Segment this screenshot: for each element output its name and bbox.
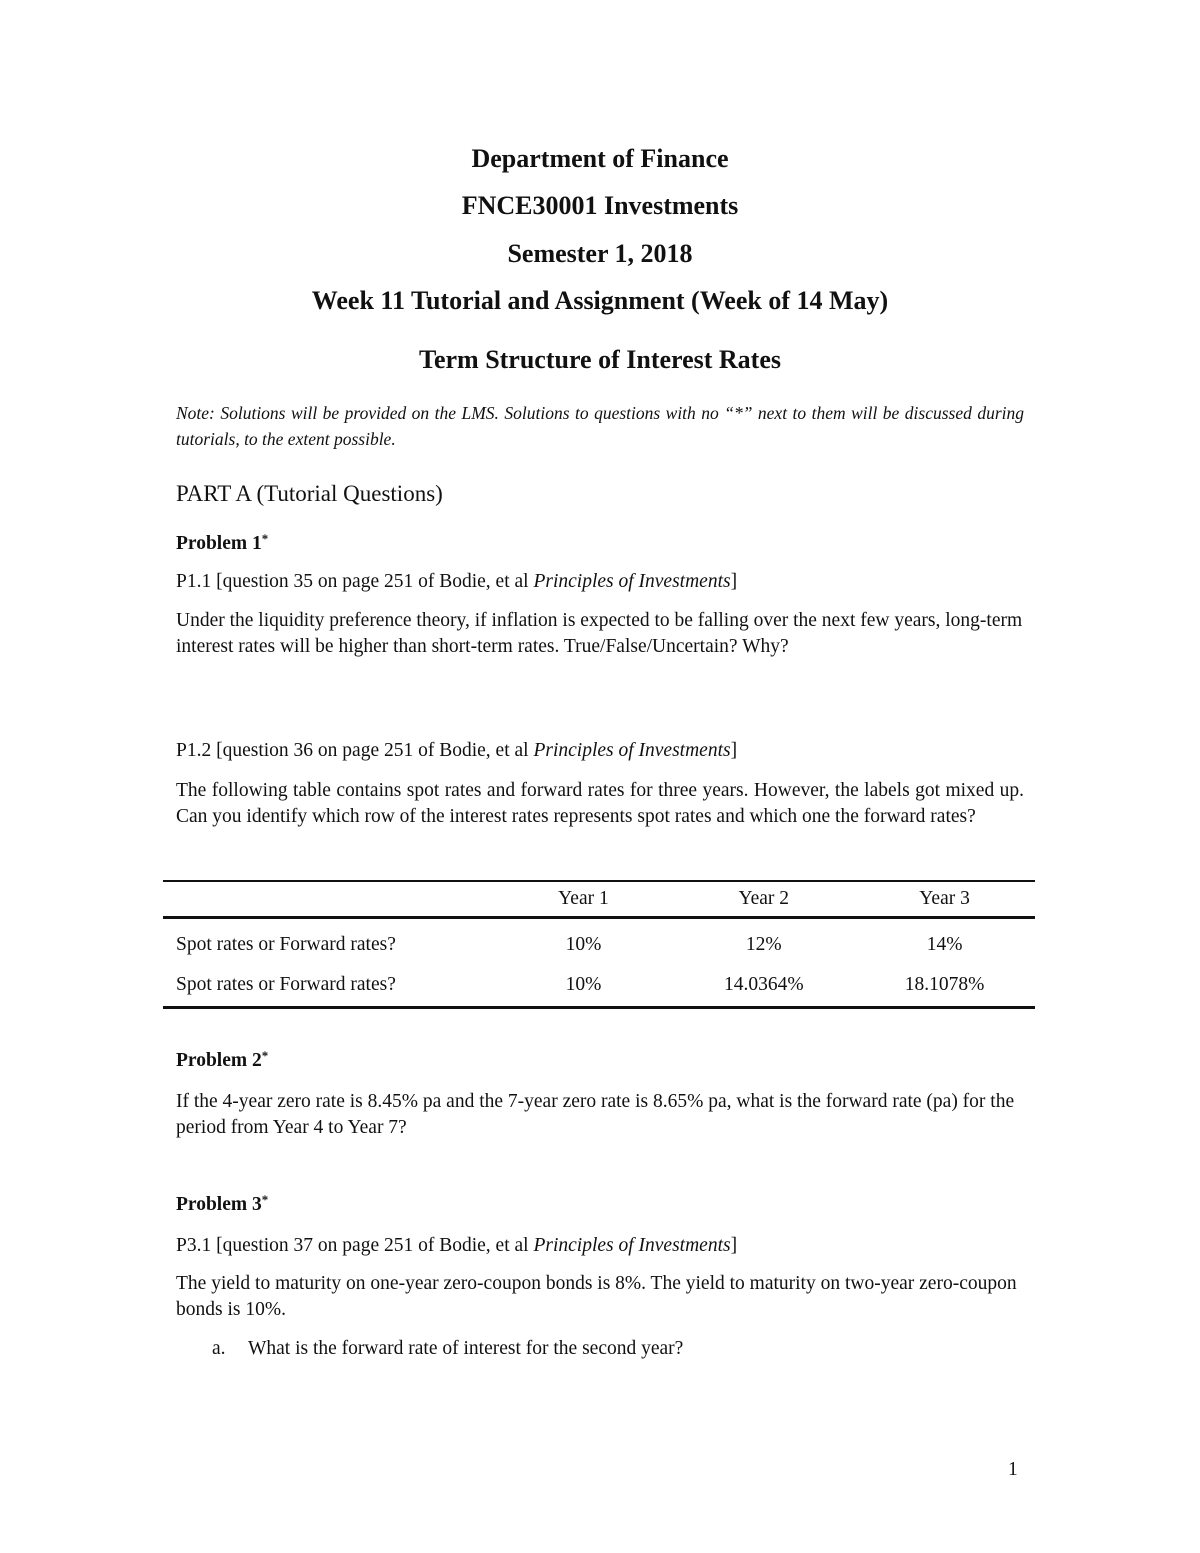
p1-1-reference-close: ] (730, 571, 738, 592)
table-cell: 12% (745, 934, 782, 955)
p1-2-book-title: Principles of Investments (533, 740, 731, 761)
problem-3-star: * (261, 1192, 269, 1207)
page-number: 1 (1008, 1459, 1018, 1480)
problem-1-heading (176, 531, 268, 557)
table-cell: 10% (494, 965, 674, 1007)
problem-1-star: * (261, 531, 269, 546)
table-header-blank (163, 881, 494, 918)
p1-1-book-title: Principles of Investments (533, 571, 731, 592)
table-header-year-3: Year 3 (854, 881, 1035, 918)
department-title: Department of Finance (471, 144, 729, 173)
table-cell-row-label: Spot rates or Forward rates? (176, 934, 396, 955)
table-header-year-1: Year 1 (494, 881, 674, 918)
solutions-note: Note: Solutions will be provided on the LMS. Solutions to questions with no “*” next to them will be discussed during tutorials, to the extent possible. (176, 403, 1024, 449)
table-header-year-2: Year 2 (673, 881, 854, 918)
p3-1-reference (176, 1233, 1024, 1259)
part-a-heading: PART A (Tutorial Questions) (176, 481, 443, 506)
p1-2-reference-close: ] (730, 740, 738, 761)
table-cell: 10% (565, 934, 602, 955)
topic-title: Term Structure of Interest Rates (419, 345, 781, 374)
list-item-marker: a. (212, 1338, 226, 1359)
problem-3-heading (176, 1192, 268, 1218)
problem-2-heading (176, 1048, 268, 1074)
week-title: Week 11 Tutorial and Assignment (Week of 14 May) (311, 286, 889, 315)
table-header-row (163, 881, 1035, 918)
table-cell: 14% (926, 934, 963, 955)
p1-2-question: The following table contains spot rates and forward rates for three years. However, the labels got mixed up. Can you identify which row of the interest rates represents spot rates and which one the forward rates? (176, 780, 1024, 827)
list-item (212, 1336, 1012, 1362)
p3-1-reference-close: ] (730, 1235, 738, 1256)
table-cell-row-label: Spot rates or Forward rates? (163, 965, 494, 1007)
p3-1-book-title: Principles of Investments (533, 1235, 731, 1256)
problem-3-title: Problem 3 (176, 1194, 262, 1215)
table-row (163, 918, 1035, 966)
p1-1-reference-text: P1.1 [question 35 on page 251 of Bodie, et al (176, 571, 534, 592)
p1-1-reference (176, 569, 1024, 595)
problem-2-star: * (261, 1048, 269, 1063)
p1-1-question: Under the liquidity preference theory, if inflation is expected to be falling over the next few years, long-term interest rates will be higher than short-term rates. True/False/Uncertain? Why? (176, 610, 1023, 657)
table-cell: 14.0364% (673, 965, 854, 1007)
table-cell: 18.1078% (854, 965, 1035, 1007)
p3-1-question: The yield to maturity on one-year zero-coupon bonds is 8%. The yield to maturity on two-year zero-coupon bonds is 10%. (176, 1273, 1017, 1320)
problem-2-title: Problem 2 (176, 1050, 262, 1071)
problem-1-title: Problem 1 (176, 533, 262, 554)
p1-2-reference-text: P1.2 [question 36 on page 251 of Bodie, et al (176, 740, 534, 761)
p3-1-reference-text: P3.1 [question 37 on page 251 of Bodie, et al (176, 1235, 534, 1256)
list-item-text: What is the forward rate of interest for the second year? (248, 1338, 684, 1359)
table-row (163, 965, 1035, 1007)
p1-2-reference (176, 738, 1024, 764)
rates-table (163, 880, 1035, 1009)
semester-title: Semester 1, 2018 (507, 239, 693, 268)
problem-2-question: If the 4-year zero rate is 8.45% pa and the 7-year zero rate is 8.65% pa, what is the forward rate (pa) for the period from Year 4 to Year 7? (176, 1091, 1015, 1138)
course-title: FNCE30001 Investments (461, 191, 739, 220)
